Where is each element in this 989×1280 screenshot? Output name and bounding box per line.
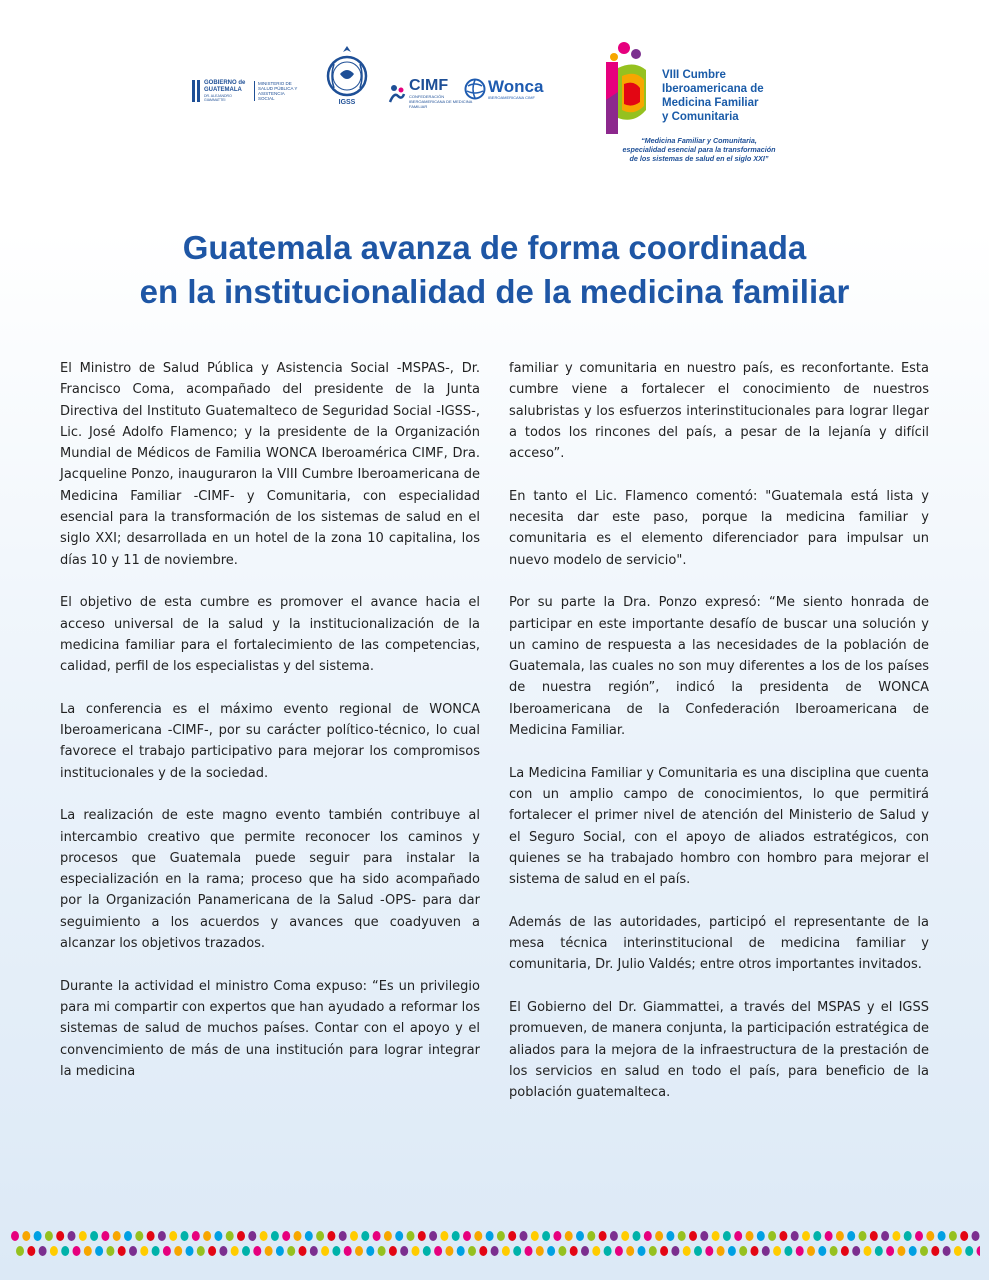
gobierno-guatemala-logo xyxy=(192,80,298,102)
decorative-dot xyxy=(881,1231,889,1241)
decorative-dot xyxy=(712,1231,720,1241)
article-column-right xyxy=(509,358,929,1125)
summit-title-line: y Comunitaria xyxy=(662,111,739,123)
decorative-dot xyxy=(39,1246,47,1256)
decorative-dot xyxy=(344,1246,352,1256)
decorative-dot xyxy=(434,1246,442,1256)
decorative-dot xyxy=(327,1231,335,1241)
decorative-dot xyxy=(429,1231,437,1241)
decorative-dot xyxy=(762,1246,770,1256)
cimf-text: CIMF xyxy=(409,77,449,94)
decorative-dot xyxy=(310,1246,318,1256)
page-title-line1: Guatemala avanza de forma coordinada xyxy=(182,229,807,266)
decorative-dot-border xyxy=(10,1228,980,1260)
decorative-dot xyxy=(468,1246,476,1256)
decorative-dot xyxy=(671,1246,679,1256)
decorative-dot xyxy=(599,1231,607,1241)
decorative-dot xyxy=(520,1231,528,1241)
article-paragraph: La Medicina Familiar y Comunitaria es una disciplina que cuenta con un amplio campo de conocimientos, lo que permitirá fortalecer el primer nivel de atención del Ministerio de Salud y el Seguro Social, con el apoyo de aliados estratégicos, con quienes se ha trabajado hombro con hombro para mejorar el sistema de salud en el país. xyxy=(509,765,929,888)
decorative-dot xyxy=(253,1246,261,1256)
decorative-dot xyxy=(818,1246,826,1256)
decorative-dot xyxy=(355,1246,363,1256)
decorative-dot xyxy=(739,1246,747,1256)
decorative-dot xyxy=(378,1246,386,1256)
decorative-dot xyxy=(321,1246,329,1256)
decorative-dot xyxy=(260,1231,268,1241)
decorative-dot xyxy=(802,1231,810,1241)
decorative-dot xyxy=(231,1246,239,1256)
decorative-dot xyxy=(592,1246,600,1256)
decorative-dot xyxy=(587,1231,595,1241)
decorative-dot xyxy=(147,1231,155,1241)
decorative-dot xyxy=(423,1246,431,1256)
decorative-dot xyxy=(773,1246,781,1256)
cimf-logo xyxy=(388,78,473,109)
decorative-dot xyxy=(163,1246,171,1256)
summit-tagline-line: de los sistemas de salud en el siglo XXI” xyxy=(629,154,769,163)
decorative-dot xyxy=(649,1246,657,1256)
decorative-dot xyxy=(214,1231,222,1241)
decorative-dot xyxy=(226,1231,234,1241)
decorative-dot xyxy=(203,1231,211,1241)
wonca-subtext: IBEROAMERICANA CIMF xyxy=(488,95,535,100)
decorative-dot xyxy=(904,1231,912,1241)
decorative-dot xyxy=(813,1231,821,1241)
decorative-dot xyxy=(135,1231,143,1241)
ministerio-text: MINISTERIO DE SALUD PÚBLICA Y ASISTENCIA SOCIAL xyxy=(254,81,298,101)
decorative-dot xyxy=(915,1231,923,1241)
decorative-dot xyxy=(479,1246,487,1256)
decorative-dot xyxy=(558,1246,566,1256)
decorative-dot xyxy=(791,1231,799,1241)
article-paragraph: Durante la actividad el ministro Coma expuso: “Es un privilegio para mi compartir con expertos que han ayudado a reformar los sistemas de salud de muchos países. Contar con el apoyo y el convencimiento de más de una institución para lograr integrar la medicina xyxy=(60,978,480,1079)
decorative-dot xyxy=(847,1231,855,1241)
decorative-dot xyxy=(694,1246,702,1256)
decorative-dot xyxy=(208,1246,216,1256)
decorative-dot xyxy=(508,1231,516,1241)
decorative-dot xyxy=(282,1231,290,1241)
article-paragraph: Además de las autoridades, participó el representante de la mesa técnica interinstitucional de medicina familiar y comunitaria, Dr. Julio Valdés; entre otros importantes invitados. xyxy=(509,914,929,973)
decorative-dot xyxy=(316,1231,324,1241)
decorative-dot xyxy=(452,1231,460,1241)
decorative-dot xyxy=(864,1246,872,1256)
decorative-dot xyxy=(73,1246,81,1256)
decorative-dot xyxy=(836,1231,844,1241)
summit-logo xyxy=(596,40,826,180)
decorative-dot xyxy=(124,1231,132,1241)
decorative-dot xyxy=(384,1231,392,1241)
summit-title-line: Medicina Familiar xyxy=(662,97,759,109)
gobierno-line1: GOBIERNO de xyxy=(204,80,246,86)
article-paragraph: El Gobierno del Dr. Giammattei, a través del MSPAS y el IGSS promueven, de manera conjunta, la participación estratégica de aliados para la mejora de la infraestructura de la prestación de los servicios en salud en todo el país, para beneficio de la población guatemalteca. xyxy=(509,999,929,1101)
decorative-dot xyxy=(734,1231,742,1241)
page-title-line2: en la institucionalidad de la medicina familiar xyxy=(139,273,850,310)
decorative-dot xyxy=(576,1231,584,1241)
summit-tagline-line: “Medicina Familiar y Comunitaria, xyxy=(641,136,757,145)
igss-seal-icon xyxy=(324,44,370,106)
decorative-dot xyxy=(11,1231,19,1241)
decorative-dot xyxy=(875,1246,883,1256)
decorative-dot xyxy=(305,1231,313,1241)
decorative-dot xyxy=(118,1246,126,1256)
decorative-dot xyxy=(395,1231,403,1241)
summit-tagline xyxy=(584,136,814,163)
decorative-dot xyxy=(615,1246,623,1256)
decorative-dot xyxy=(859,1231,867,1241)
decorative-dot xyxy=(960,1231,968,1241)
decorative-dot xyxy=(474,1231,482,1241)
decorative-dot xyxy=(870,1231,878,1241)
gobierno-text xyxy=(204,80,250,102)
decorative-dot xyxy=(339,1231,347,1241)
article-paragraph: El Ministro de Salud Pública y Asistencia Social -MSPAS-, Dr. Francisco Coma, acompañado del presidente de la Junta Directiva del Instituto Guatemalteco de Seguridad Social -IGSS-, Lic. José Adolfo Flamenco; y la presidente de la Organización Mundial de Médicos de Familia WONCA Iberoamérica CIMF, Dra. Jacqueline Ponzo, inauguraron la VIII Cumbre Iberoamericana de Medicina Familiar -CIMF- y Comunitaria, con especialidad esencial para la transformación de los sistemas de salud en el siglo XXI; desarrollada en un hotel de la zona 10 capitalina, los días 10 y 11 de noviembre. xyxy=(60,361,480,568)
decorative-dot xyxy=(169,1231,177,1241)
decorative-dot xyxy=(926,1231,934,1241)
decorative-dot xyxy=(525,1246,533,1256)
decorative-dot xyxy=(565,1231,573,1241)
decorative-dot xyxy=(531,1231,539,1241)
decorative-dot xyxy=(440,1231,448,1241)
decorative-dot xyxy=(140,1246,148,1256)
article-paragraph: La conferencia es el máximo evento regional de WONCA Iberoamericana -CIMF-, por su carácter político-técnico, lo cual favorece el trabajo participativo para mejorar los compromisos institucionales y de la sociedad. xyxy=(60,701,480,781)
decorative-dot xyxy=(784,1246,792,1256)
summit-tagline-line: especialidad esencial para la transformación xyxy=(622,145,776,154)
page-title xyxy=(0,226,989,314)
decorative-dot xyxy=(683,1246,691,1256)
decorative-dot xyxy=(332,1246,340,1256)
decorative-dot xyxy=(610,1231,618,1241)
decorative-dot xyxy=(84,1246,92,1256)
decorative-dot xyxy=(570,1246,578,1256)
gobierno-line3: DR. ALEJANDRO GIAMMATTEI xyxy=(204,94,232,102)
decorative-dot xyxy=(581,1246,589,1256)
decorative-dot xyxy=(22,1231,30,1241)
decorative-dot xyxy=(796,1246,804,1256)
decorative-dot xyxy=(746,1231,754,1241)
decorative-dot xyxy=(633,1231,641,1241)
decorative-dot xyxy=(502,1246,510,1256)
gobierno-line2: GUATEMALA xyxy=(204,87,242,93)
article-paragraph: Por su parte la Dra. Ponzo expresó: “Me siento honrada de participar en este importante desafío de buscar una solución y un camino de respuesta a las necesidades de la población de Guatemala, las cuales no son muy diferentes a los de los países de nuestra región”, indicó la presidenta de WONCA Iberoamericana de la Confederación Iberoamericana de Medicina Familiar. xyxy=(509,595,929,739)
decorative-dot xyxy=(553,1231,561,1241)
decorative-dot xyxy=(95,1246,103,1256)
decorative-dot xyxy=(909,1246,917,1256)
decorative-dot xyxy=(27,1246,35,1256)
decorative-dot xyxy=(621,1231,629,1241)
decorative-dot xyxy=(45,1231,53,1241)
gobierno-bars-icon xyxy=(192,80,200,102)
decorative-dot xyxy=(68,1231,76,1241)
decorative-dot xyxy=(666,1231,674,1241)
decorative-dot xyxy=(237,1231,245,1241)
decorative-dot xyxy=(248,1231,256,1241)
decorative-dot xyxy=(412,1246,420,1256)
decorative-dot xyxy=(287,1246,295,1256)
decorative-dot xyxy=(717,1246,725,1256)
decorative-dot xyxy=(542,1231,550,1241)
wonca-logo xyxy=(464,78,543,100)
decorative-dot xyxy=(152,1246,160,1256)
decorative-dot xyxy=(965,1246,973,1256)
decorative-dot xyxy=(445,1246,453,1256)
decorative-dot xyxy=(830,1246,838,1256)
wonca-globe-icon xyxy=(464,78,486,100)
decorative-dot xyxy=(678,1231,686,1241)
decorative-dot xyxy=(949,1231,957,1241)
decorative-dot xyxy=(186,1246,194,1256)
decorative-dot xyxy=(768,1231,776,1241)
decorative-dot xyxy=(366,1246,374,1256)
decorative-dot xyxy=(807,1246,815,1256)
decorative-dot xyxy=(604,1246,612,1256)
decorative-dot xyxy=(972,1231,980,1241)
decorative-dot xyxy=(101,1231,109,1241)
decorative-dot xyxy=(920,1246,928,1256)
decorative-dot xyxy=(276,1246,284,1256)
decorative-dot xyxy=(361,1231,369,1241)
decorative-dot xyxy=(271,1231,279,1241)
igss-logo xyxy=(324,44,370,106)
decorative-dot xyxy=(265,1246,273,1256)
decorative-dot xyxy=(497,1231,505,1241)
decorative-dot xyxy=(825,1231,833,1241)
decorative-dot xyxy=(977,1246,981,1256)
decorative-dot xyxy=(389,1246,397,1256)
decorative-dot xyxy=(779,1231,787,1241)
logo-strip xyxy=(192,40,572,120)
decorative-dot xyxy=(61,1246,69,1256)
decorative-dot xyxy=(16,1246,24,1256)
cimf-subtext: CONFEDERACIÓN IBEROAMERICANA DE MEDICINA FAMILIAR xyxy=(409,94,473,109)
decorative-dot xyxy=(373,1231,381,1241)
decorative-dot xyxy=(536,1246,544,1256)
wonca-text: Wonca xyxy=(488,77,544,96)
decorative-dot xyxy=(751,1246,759,1256)
decorative-dot xyxy=(407,1231,415,1241)
decorative-dot xyxy=(56,1231,64,1241)
decorative-dot xyxy=(486,1231,494,1241)
decorative-dot xyxy=(689,1231,697,1241)
decorative-dot xyxy=(638,1246,646,1256)
cimf-figure-icon xyxy=(388,84,406,104)
article-paragraph: En tanto el Lic. Flamenco comentó: "Guatemala está lista y necesita dar este paso, porque la medicina familiar y comunitaria es el elemento diferenciador para impulsar un nuevo modelo de servicio". xyxy=(509,488,929,568)
summit-title-line: Iberoamericana de xyxy=(662,83,764,95)
decorative-dot xyxy=(547,1246,555,1256)
decorative-dot xyxy=(723,1231,731,1241)
summit-title-line: VIII Cumbre xyxy=(662,69,726,81)
decorative-dot xyxy=(174,1246,182,1256)
decorative-dot xyxy=(106,1246,114,1256)
decorative-dot xyxy=(299,1246,307,1256)
decorative-dot xyxy=(219,1246,227,1256)
decorative-dot xyxy=(158,1231,166,1241)
decorative-dot xyxy=(938,1231,946,1241)
article-paragraph: El objetivo de esta cumbre es promover el avance hacia el acceso universal de la salud y la institucionalización de la medicina familiar para el fortalecimiento de las competencias, calidad, perfil de los especialistas y del sistema. xyxy=(60,595,480,675)
decorative-dot xyxy=(626,1246,634,1256)
decorative-dot xyxy=(129,1246,137,1256)
decorative-dot xyxy=(705,1246,713,1256)
decorative-dot xyxy=(757,1231,765,1241)
decorative-dot xyxy=(644,1231,652,1241)
decorative-dot xyxy=(192,1231,200,1241)
decorative-dot xyxy=(897,1246,905,1256)
igss-label: IGSS xyxy=(338,99,356,106)
decorative-dot xyxy=(728,1246,736,1256)
decorative-dot xyxy=(886,1246,894,1256)
decorative-dot xyxy=(513,1246,521,1256)
decorative-dot xyxy=(457,1246,465,1256)
summit-title xyxy=(662,68,832,124)
decorative-dot xyxy=(943,1246,951,1256)
decorative-dot xyxy=(79,1231,87,1241)
article-paragraph: La realización de este magno evento también contribuye al intercambio creativo que permite reconocer los caminos y procesos que Guatemala puede seguir para instalar la especialización en la rama; proceso que ha sido acompañado por la Organización Panamericana de la Salud -OPS- para dar seguimiento a los acuerdos y avances que coadyuven a alcanzar los objetivos trazados. xyxy=(60,808,480,952)
decorative-dot xyxy=(294,1231,302,1241)
decorative-dot xyxy=(852,1246,860,1256)
decorative-dot xyxy=(463,1231,471,1241)
decorative-dot xyxy=(841,1246,849,1256)
decorative-dot xyxy=(242,1246,250,1256)
article-column-left xyxy=(60,358,480,1103)
decorative-dot xyxy=(655,1231,663,1241)
decorative-dot xyxy=(418,1231,426,1241)
decorative-dot xyxy=(113,1231,121,1241)
article-paragraph: familiar y comunitaria en nuestro país, es reconfortante. Esta cumbre viene a fortalecer el conocimiento de nuestros salubristas y los esfuerzos interinstitucionales para lograr llegar a todos los rincones del país, a pesar de la lejanía y difícil acceso”. xyxy=(509,361,929,462)
decorative-dot xyxy=(892,1231,900,1241)
summit-emblem-icon xyxy=(600,40,650,136)
decorative-dot xyxy=(197,1246,205,1256)
decorative-dot xyxy=(350,1231,358,1241)
decorative-dot xyxy=(181,1231,189,1241)
decorative-dot xyxy=(90,1231,98,1241)
decorative-dot xyxy=(660,1246,668,1256)
decorative-dot xyxy=(50,1246,58,1256)
decorative-dot xyxy=(931,1246,939,1256)
decorative-dot xyxy=(700,1231,708,1241)
decorative-dot xyxy=(954,1246,962,1256)
decorative-dot xyxy=(491,1246,499,1256)
decorative-dot xyxy=(34,1231,42,1241)
decorative-dot xyxy=(400,1246,408,1256)
